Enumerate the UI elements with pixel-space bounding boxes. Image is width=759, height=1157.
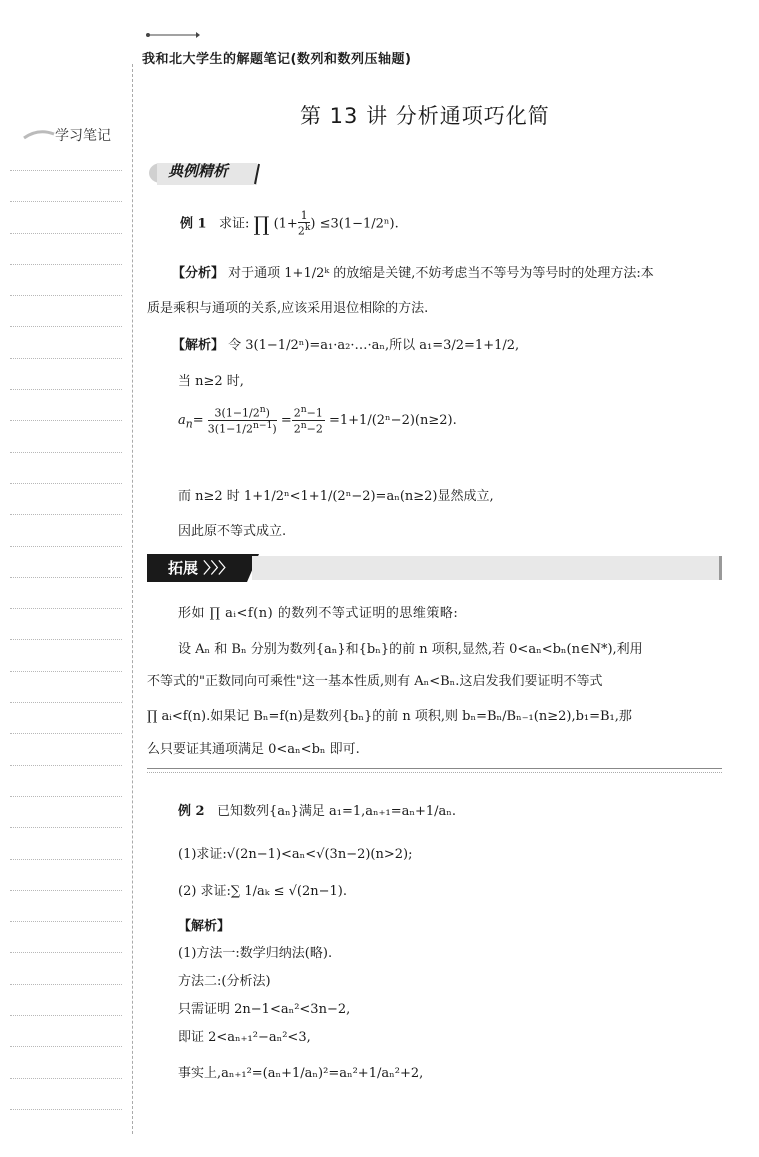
example2-solution-label: 【解析】	[178, 919, 231, 934]
section-badge: 典例精析	[168, 162, 229, 180]
analysis-label: 【分析】	[172, 266, 225, 281]
solution-formula: $a_n=$ $\frac{3(1-1/2^n)}{3(1-1/2^{n-1})}$ = $\frac{2^n-1}{2^n-2}$ =1+1/(2ⁿ−2)(n≥2).	[178, 404, 457, 436]
example2-statement	[178, 800, 456, 819]
extension-label: 拓展 〉〉〉	[168, 559, 234, 577]
analysis-text-1: 对于通项 1+1/2ᵏ 的放缩是关键,不妨考虑当不等号为等号时的处理方法:本	[228, 266, 654, 281]
example1-label: 例 1	[180, 216, 207, 232]
margin-divider	[132, 64, 135, 1134]
extension-p2: 设 Aₙ 和 Bₙ 分别为数列{aₙ}和{bₙ}的前 n 项积,显然,若 0<aₙ<bₙ(n∈N*),利用	[178, 642, 643, 657]
sidebar-title: 学习笔记	[55, 128, 111, 144]
extension-bar	[147, 554, 722, 582]
example1-statement: 例 1 求证: ∏ (1+ $\frac{1}{2^k}$ ) ≤3(1−1/2ⁿ).	[180, 209, 399, 238]
header-ornament-icon	[140, 28, 200, 42]
example2-text: 已知数列{aₙ}满足 a₁=1,aₙ₊₁=aₙ+1/aₙ.	[216, 804, 457, 819]
frac-2n: $\frac{2^n-1}{2^n-2}$	[293, 404, 323, 436]
extension-p3: 不等式的"正数同向可乘性"这一基本性质,则有 Aₙ<Bₙ.这启发我们要证明不等式	[147, 674, 603, 689]
example2-s3: 只需证明 2n−1<aₙ²<3n−2,	[178, 1002, 351, 1017]
solution-label: 【解析】	[172, 338, 225, 353]
example2-label: 例 2	[178, 804, 205, 819]
frac-1-2k: $\frac{1}{2^k}$	[297, 209, 311, 238]
product-sign: ∏	[253, 211, 270, 236]
analysis-line-2: 质是乘积与通项的关系,应该采用退位相除的方法.	[147, 301, 429, 316]
big-fraction: $\frac{3(1-1/2^n)}{3(1-1/2^{n-1})}$	[207, 404, 277, 436]
extension-p4: ∏ aᵢ<f(n).如果记 Bₙ=f(n)是数列{bₙ}的前 n 项积,则 bₙ=Bₙ/Bₙ₋₁(n≥2),b₁=B₁,那	[147, 709, 632, 724]
solution-line-2: 当 n≥2 时,	[178, 374, 244, 389]
section-divider-dotted	[147, 772, 722, 773]
notes-lines	[10, 170, 122, 1140]
solution-line-4: 而 n≥2 时 1+1/2ⁿ<1+1/(2ⁿ−2)=aₙ(n≥2)显然成立,	[178, 489, 494, 504]
example2-part1: (1)求证:√(2n−1)<aₙ<√(3n−2)(n>2);	[178, 847, 413, 862]
lecture-title: 第 13 讲 分析通项巧化简	[300, 104, 550, 128]
solution-text-1: 令 3(1−1/2ⁿ)=a₁·a₂·…·aₙ,所以 a₁=3/2=1+1/2,	[228, 338, 520, 353]
example2-s4: 即证 2<aₙ₊₁²−aₙ²<3,	[178, 1030, 311, 1045]
solution-line-1	[172, 334, 519, 353]
solution-line-5: 因此原不等式成立.	[178, 524, 287, 539]
example1-tail: ≤3(1−1/2ⁿ).	[319, 216, 399, 232]
extension-p1: 形如 ∏ aᵢ<f(n) 的数列不等式证明的思维策略:	[178, 606, 459, 621]
example1-prompt: 求证:	[218, 216, 250, 232]
example2-s5: 事实上,aₙ₊₁²=(aₙ+1/aₙ)²=aₙ²+1/aₙ²+2,	[178, 1066, 424, 1081]
section-divider	[147, 768, 722, 769]
solution-text-3: =1+1/(2ⁿ−2)(n≥2).	[329, 412, 457, 428]
analysis-line-1	[172, 262, 654, 281]
extension-p5: 么只要证其通项满足 0<aₙ<bₙ 即可.	[147, 742, 360, 757]
example2-s2: 方法二:(分析法)	[178, 974, 271, 989]
running-header: 我和北大学生的解题笔记(数列和数列压轴题)	[142, 52, 412, 67]
swoosh-icon	[22, 124, 56, 144]
example2-s1: (1)方法一:数学归纳法(略).	[178, 946, 333, 961]
example2-part2: (2) 求证:∑ 1/aₖ ≤ √(2n−1).	[178, 884, 348, 899]
